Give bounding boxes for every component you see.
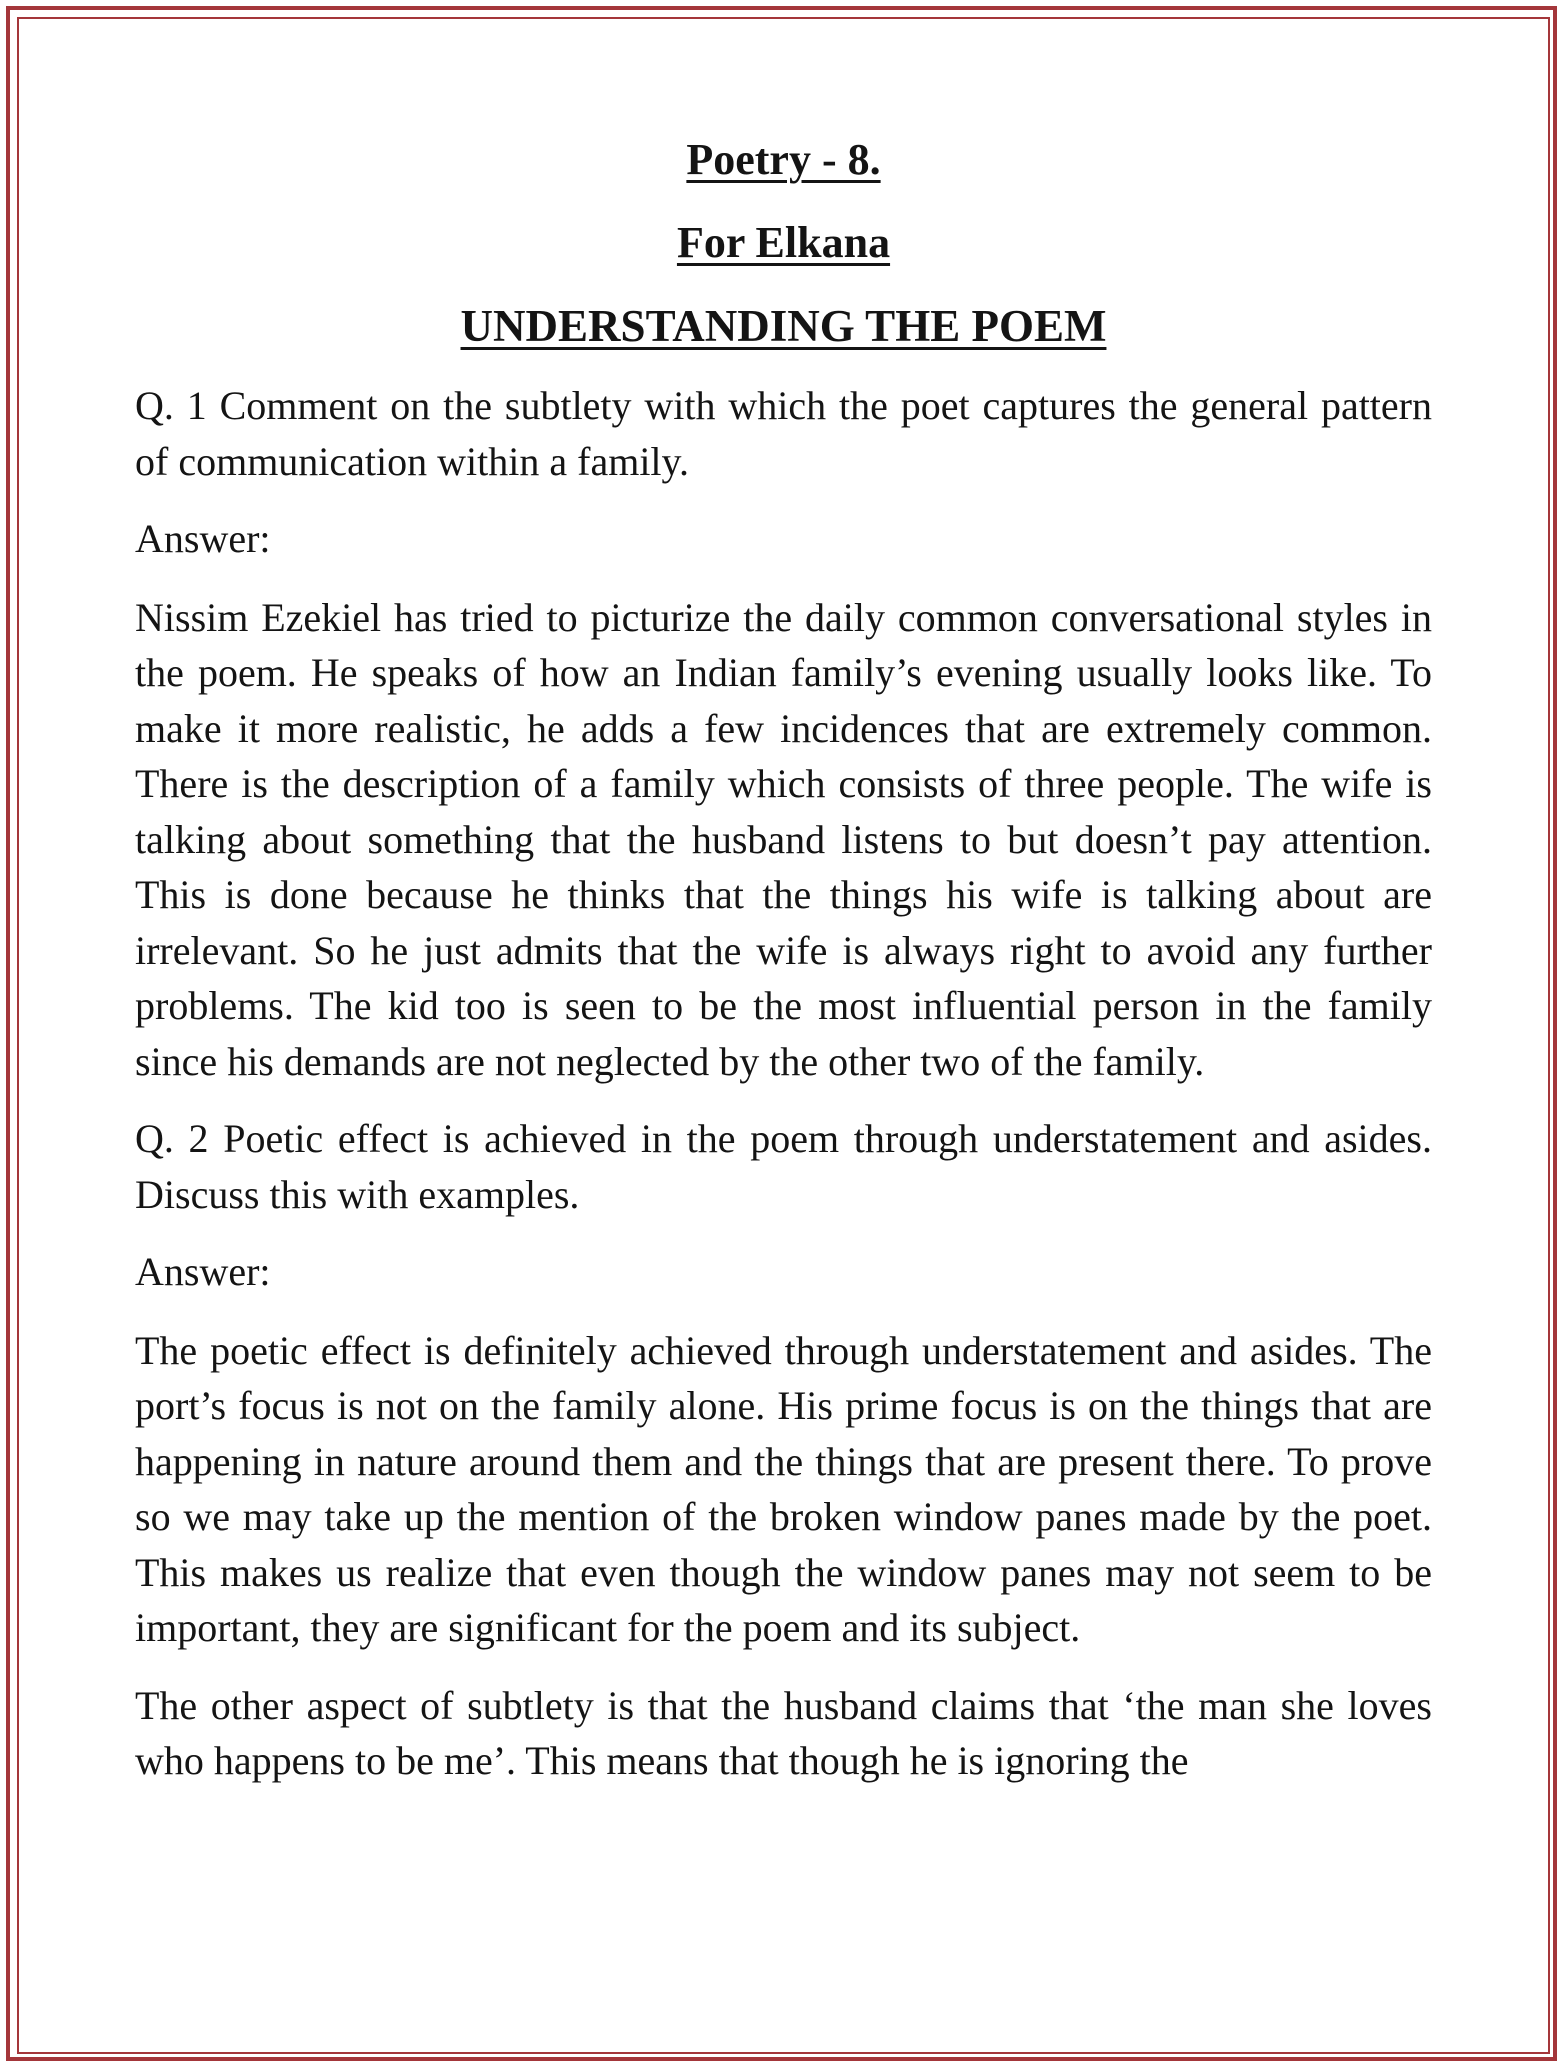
question-2: Q. 2 Poetic effect is achieved in the poem through understatement and asides. Discuss this with examples. (135, 1116, 1432, 1217)
answer-1-label: Answer: (135, 516, 271, 561)
answer-1-text: Nissim Ezekiel has tried to picturize the daily common conversational styles in the poem. He speaks of how an Indian family’s evening usually looks like. To make it more realistic, he adds a few incidences that are extremely common. There is the description of a family which consists of three people. The wife is talking about something that the husband listens to but doesn’t pay attention. This is done because he thinks that the things his wife is talking about are irrelevant. So he just admits that the wife is always right to avoid any further problems. The kid too is seen to be the most influential person in the family since his demands are not neglected by the other two of the family. (135, 594, 1432, 1084)
document-body (135, 130, 1432, 1811)
answer-2-paragraph-2: The other aspect of subtlety is that the husband claims that ‘the man she loves who happens to be me’. This means that though he is ignoring the (135, 1682, 1432, 1783)
answer-2-label: Answer: (135, 1249, 271, 1294)
poem-title: For Elkana (676, 218, 891, 267)
section-heading: UNDERSTANDING THE POEM (460, 301, 1107, 351)
question-1: Q. 1 Comment on the subtlety with which the poet captures the general pattern of communication within a family. (135, 383, 1432, 484)
answer-2-paragraph-1: The poetic effect is definitely achieved through understatement and asides. The port’s focus is not on the family alone. His prime focus is on the things that are happening in nature around them and the things that are present there. To prove so we may take up the mention of the broken window panes made by the poet. This makes us realize that even though the window panes may not seem to be important, they are significant for the poem and its subject. (135, 1327, 1432, 1650)
chapter-heading: Poetry - 8. (686, 135, 881, 184)
